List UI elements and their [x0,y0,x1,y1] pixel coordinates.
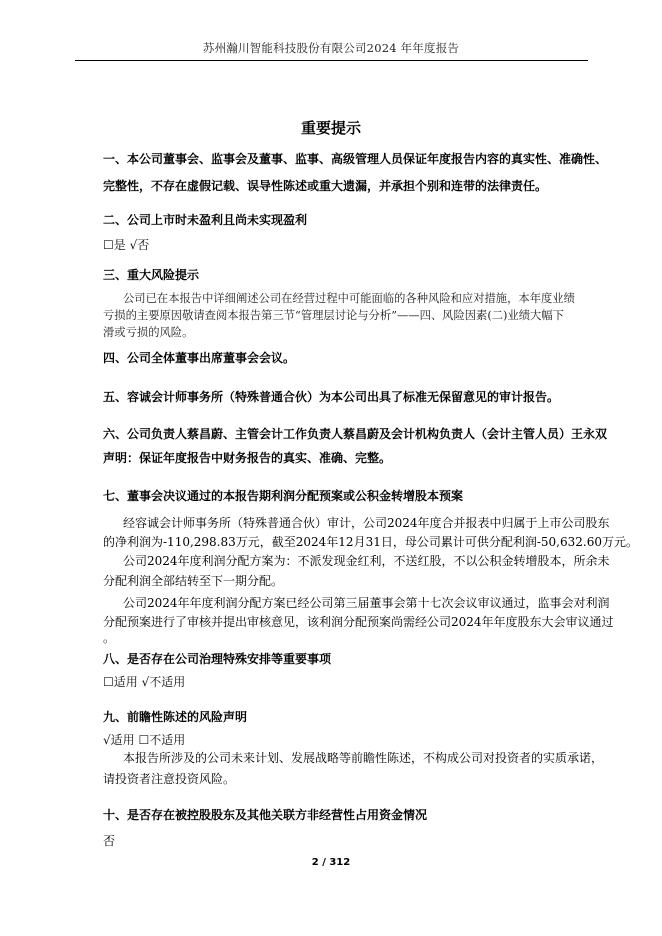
section-7-line-3: 公司2024年度利润分配方案为：不派发现金红利，不送红股，不以公积金转增股本，所余未 [123,554,610,568]
section-2-options: ☐是 √否 [103,238,150,252]
report-header: 苏州瀚川智能科技股份有限公司2024 年年度报告 [202,41,460,55]
header-divider [75,60,588,61]
section-3-line-2: 亏损的主要原因敬请查阅本报告第三节“管理层讨论与分析”——四、风险因素(二)业绩大幅下 [103,309,564,322]
section-7-line-7: 。 [103,631,116,645]
section-8-heading: 八、是否存在公司治理特殊安排等重要事项 [103,652,332,666]
section-6-line-2: 声明：保证年度报告中财务报告的真实、准确、完整。 [103,451,392,465]
section-7-line-5: 公司2024年年度利润分配方案已经公司第三届董事会第十七次会议审议通过，监事会对利润 [123,596,610,610]
section-1-line-2: 完整性，不存在虚假记载、误导性陈述或重大遗漏，并承担个别和连带的法律责任。 [103,179,548,193]
section-8-options: ☐适用 √不适用 [103,675,186,689]
section-7-line-6: 分配预案进行了审核并提出审核意见，该利润分配预案尚需经公司2024年年度股东大会审议通过 [103,615,614,629]
section-5-heading: 五、容诚会计师事务所（特殊普通合伙）为本公司出具了标准无保留意见的审计报告。 [103,390,560,404]
section-4-heading: 四、公司全体董事出席董事会会议。 [103,351,296,365]
section-10-answer: 否 [103,834,116,848]
section-1-line-1: 一、本公司董事会、监事会及董事、监事、高级管理人员保证年度报告内容的真实性、准确性、 [103,152,608,166]
section-3-heading: 三、重大风险提示 [103,268,200,282]
page-title: 重要提示 [300,119,361,137]
section-9-heading: 九、前瞻性陈述的风险声明 [103,710,248,724]
section-3-line-3: 滑或亏损的风险。 [103,326,194,339]
section-7-heading: 七、董事会决议通过的本报告期利润分配预案或公积金转增股本预案 [103,489,464,503]
section-7-line-4: 分配利润全部结转至下一期分配。 [103,574,284,588]
section-9-line-1: 本报告所涉及的公司未来计划、发展战略等前瞻性陈述，不构成公司对投资者的实质承诺， [123,751,604,765]
section-7-line-1: 经容诚会计师事务所（特殊普通合伙）审计，公司2024年度合并报表中归属于上市公司股东 [123,516,610,530]
section-10-heading: 十、是否存在被控股股东及其他关联方非经营性占用资金情况 [103,808,428,822]
section-3-line-1: 公司已在本报告中详细阐述公司在经营过程中可能面临的各种风险和应对措施，本年度业绩 [123,292,575,305]
section-6-line-1: 六、公司负责人蔡昌蔚、主管会计工作负责人蔡昌蔚及会计机构负责人（会计主管人员）王永双 [103,427,608,441]
section-7-line-2: 的净利润为-110,298.83万元，截至2024年12月31日，母公司累计可供分配利润-50,632.60万元。 [103,535,638,549]
page-number: 2 / 312 [311,857,351,868]
section-2-heading: 二、公司上市时未盈利且尚未实现盈利 [103,213,308,227]
section-9-options: √适用 ☐不适用 [103,733,186,747]
section-9-line-2: 请投资者注意投资风险。 [103,772,236,786]
